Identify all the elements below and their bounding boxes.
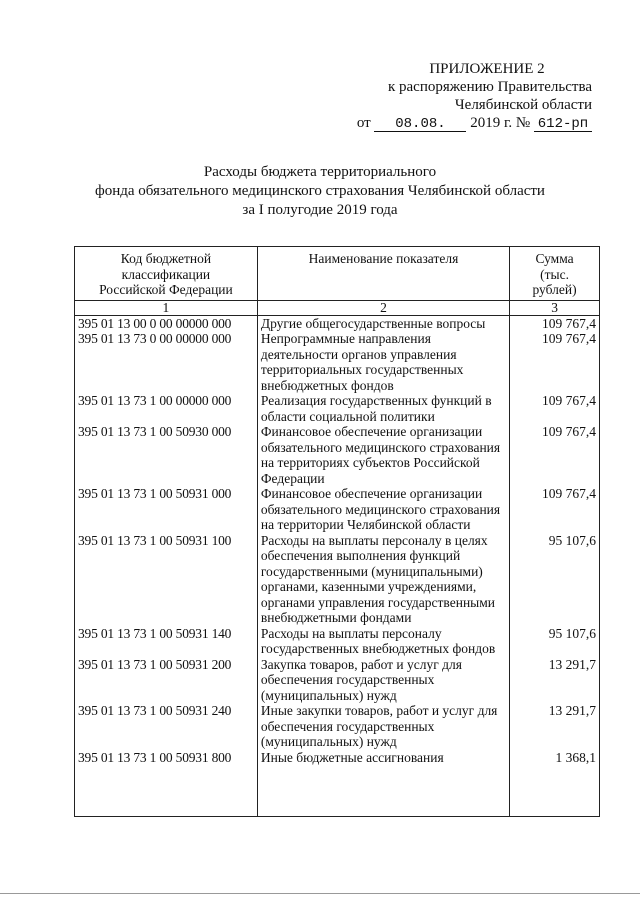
- table-row: [75, 331, 600, 393]
- column-numbers-row: [75, 300, 600, 315]
- appendix-line-region: Челябинской области: [454, 97, 592, 113]
- table-row: [75, 533, 600, 626]
- row-sum: 109 767,4: [510, 424, 600, 486]
- header-row: [75, 247, 600, 301]
- table-row: [75, 657, 600, 704]
- row-code: 395 01 13 73 1 00 00000 000: [75, 393, 258, 424]
- table-row: [75, 486, 600, 533]
- table-row: [75, 626, 600, 657]
- appendix-title: ПРИЛОЖЕНИЕ 2: [429, 61, 545, 77]
- row-name: Финансовое обеспечение организации обязательного медицинского страхования на территориях субъектов Российской Федерации: [257, 424, 509, 486]
- row-code: 395 01 13 73 1 00 50930 000: [75, 424, 258, 486]
- appendix-date-line: [332, 114, 592, 132]
- page-bottom-rule: [0, 893, 640, 894]
- row-code: 395 01 13 73 1 00 50931 000: [75, 486, 258, 533]
- order-date: 08.08.: [374, 117, 466, 132]
- row-sum: 109 767,4: [510, 486, 600, 533]
- document-title: [0, 163, 640, 220]
- title-line-1: Расходы бюджета территориального: [203, 164, 437, 180]
- row-sum: 13 291,7: [510, 657, 600, 704]
- table-row: [75, 315, 600, 331]
- appendix-line-order: к распоряжению Правительства: [387, 79, 592, 95]
- row-code: 395 01 13 73 1 00 50931 100: [75, 533, 258, 626]
- row-code: 395 01 13 73 1 00 50931 200: [75, 657, 258, 704]
- row-sum: 1 368,1: [510, 750, 600, 817]
- title-line-3: за I полугодие 2019 года: [242, 202, 398, 218]
- header-code: Код бюджетной классификации Российской Федерации: [75, 247, 258, 301]
- table-row: [75, 703, 600, 750]
- row-sum: 13 291,7: [510, 703, 600, 750]
- row-sum: 95 107,6: [510, 626, 600, 657]
- row-sum: 109 767,4: [510, 393, 600, 424]
- row-name: Непрограммные направления деятельности органов управления территориальных государственных внебюджетных фондов: [257, 331, 509, 393]
- row-code: 395 01 13 73 1 00 50931 800: [75, 750, 258, 817]
- header-name: Наименование показателя: [257, 247, 509, 301]
- appendix-block: [332, 60, 592, 132]
- column-number-2: 2: [257, 300, 509, 315]
- column-number-3: 3: [510, 300, 600, 315]
- year-label: 2019 г. №: [470, 115, 531, 131]
- row-name: Иные закупки товаров, работ и услуг для обеспечения государственных (муниципальных) нужд: [257, 703, 509, 750]
- row-name: Реализация государственных функций в области социальной политики: [257, 393, 509, 424]
- table-row: [75, 750, 600, 817]
- row-name: Расходы на выплаты персоналу государственных внебюджетных фондов: [257, 626, 509, 657]
- row-name: Иные бюджетные ассигнования: [257, 750, 509, 817]
- row-name: Закупка товаров, работ и услуг для обеспечения государственных (муниципальных) нужд: [257, 657, 509, 704]
- table-row: [75, 393, 600, 424]
- row-name: Финансовое обеспечение организации обязательного медицинского страхования на территории Челябинской области: [257, 486, 509, 533]
- title-line-2: фонда обязательного медицинского страхования Челябинской области: [95, 183, 545, 199]
- header-sum: Сумма (тыс. рублей): [510, 247, 600, 301]
- table-row: [75, 424, 600, 486]
- from-label: от: [356, 115, 371, 131]
- row-code: 395 01 13 73 1 00 50931 140: [75, 626, 258, 657]
- row-name: Другие общегосударственные вопросы: [257, 315, 509, 331]
- order-number: 612-рп: [534, 117, 592, 132]
- row-sum: 109 767,4: [510, 331, 600, 393]
- row-code: 395 01 13 73 0 00 00000 000: [75, 331, 258, 393]
- row-name: Расходы на выплаты персоналу в целях обеспечения выполнения функций государственными (муниципальными) органами, казенными учреждениями, органами управления государственными внебюджетными фондами: [257, 533, 509, 626]
- row-sum: 95 107,6: [510, 533, 600, 626]
- column-number-1: 1: [75, 300, 258, 315]
- row-sum: 109 767,4: [510, 315, 600, 331]
- row-code: 395 01 13 00 0 00 00000 000: [75, 315, 258, 331]
- budget-table: [74, 246, 600, 817]
- row-code: 395 01 13 73 1 00 50931 240: [75, 703, 258, 750]
